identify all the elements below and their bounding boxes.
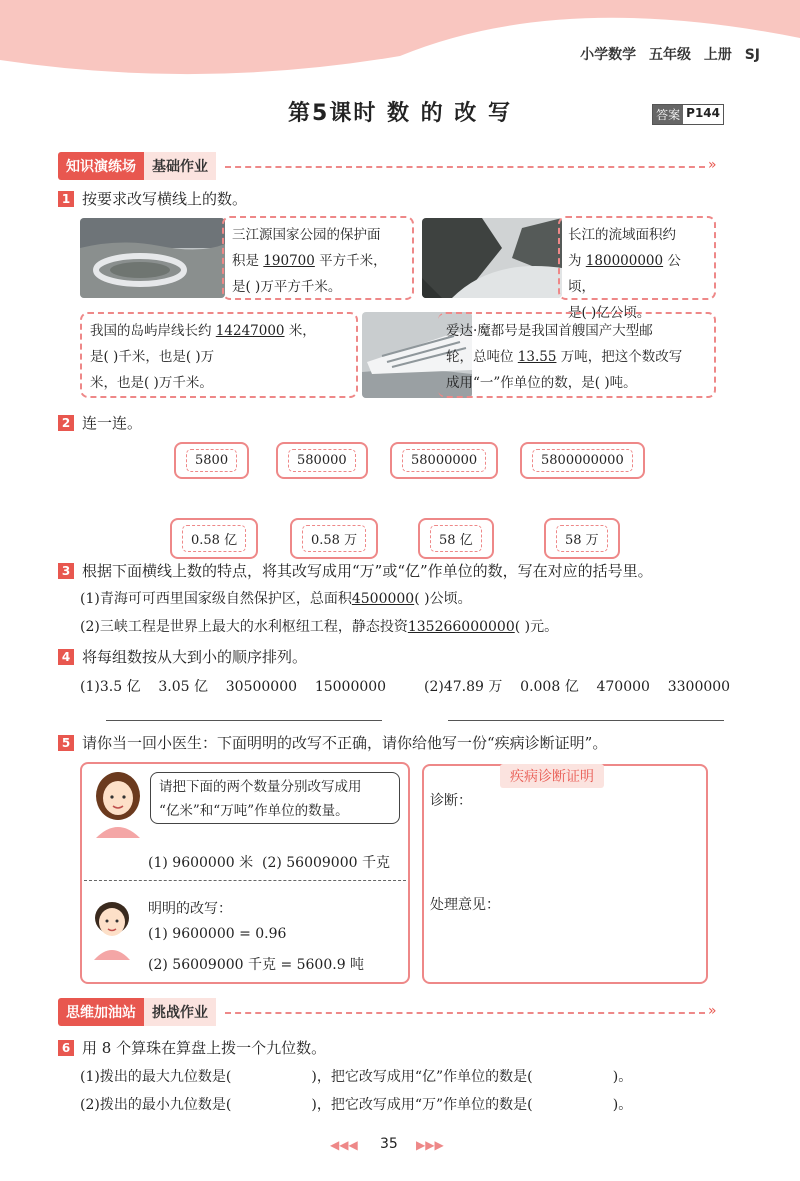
match-bottom-2[interactable] [290,518,378,559]
volume-label: 上册 [703,47,732,63]
diagnosis-label: 诊断： [430,793,472,809]
question-number: 4 [58,649,74,665]
underlined-number: 135266000000 [407,619,515,635]
chevron-right-icon: » [708,157,717,173]
text-part: 平方千米， [319,253,387,269]
lesson-title: 第5课时 数 的 改 写 [288,101,512,126]
question-text: 根据下面横线上数的特点，将其改写成用“万”或“亿”作单位的数，写在对应的括号里。 [82,562,653,580]
match-value: 580000 [288,449,356,472]
section-tag: 思维加油站 [58,998,144,1026]
question-6 [58,1037,326,1058]
question-text: 请你当一回小医生：下面明明的改写不正确，请你给他写一份“疾病诊断证明”。 [82,734,608,752]
question-1 [58,188,247,209]
q4-group-1: (1)3.5 亿 3.05 亿 30500000 15000000 [80,679,387,695]
text-part: ( )公顷。 [414,591,472,607]
answer-ref [652,104,724,125]
text-line [446,344,706,370]
answer-line[interactable] [448,720,724,721]
section-divider [225,1012,705,1014]
right-arrows-icon: ▶▶▶ [416,1138,444,1152]
q3-item-2 [80,616,558,636]
question-text: 连一连。 [82,414,143,432]
question-3 [58,560,653,581]
section-challenge [58,999,216,1025]
answer-label: 答案 [653,105,683,124]
page-number: 35 [380,1136,398,1152]
underlined-number: 14247000 [215,323,285,339]
text-line: 三江源国家公园的保护面 [232,227,381,243]
question-number: 5 [58,735,74,751]
question-4 [58,646,307,667]
text-part: 公顷， [568,253,681,295]
underlined-number: 4500000 [351,591,415,607]
text-line: 长江的流域面积约 [568,227,676,243]
underlined-number: 13.55 [517,349,557,365]
text-part: 米， [288,323,316,339]
match-value: 58000000 [402,449,486,472]
section-basic [58,153,216,179]
match-top-1[interactable] [174,442,249,479]
text-part: (2)三峡工程是世界上最大的水利枢纽工程，静态投资 [80,619,408,635]
q3-item-1 [80,588,472,608]
q6-item-1: (1)拨出的最大九位数是( )，把它改写成用“亿”作单位的数是( )。 [80,1069,633,1085]
text-line: 是( )万平方千米。 [232,279,342,295]
question-text: 按要求改写横线上的数。 [82,190,248,208]
match-top-2[interactable] [276,442,368,479]
match-value: 58 亿 [430,525,482,552]
match-value: 5800000000 [532,449,633,472]
match-bottom-1[interactable] [170,518,258,559]
underlined-number: 190700 [263,253,315,269]
match-value: 0.58 亿 [182,525,246,552]
text-part: 为 [568,253,582,269]
question-number: 2 [58,415,74,431]
text-line: 爱达·魔都号是我国首艘国产大型邮 [446,323,653,339]
question-number: 1 [58,191,74,207]
text-part: ( )元。 [514,619,559,635]
q1-box-a [222,216,414,300]
yangtze-photo [422,218,562,298]
subject-label: 小学数学 [580,47,637,63]
text-part: 万吨，把这个数改写 [560,349,683,365]
text-part: 轮，总吨位 [446,349,514,365]
river-bend-photo [80,218,225,298]
section-subtag: 基础作业 [144,152,216,180]
question-text: 将每组数按从大到小的顺序排列。 [82,648,308,666]
match-bottom-3[interactable] [418,518,494,559]
match-value: 0.58 万 [302,525,366,552]
q6-item-2: (2)拨出的最小九位数是( )，把它改写成用“万”作单位的数是( )。 [80,1097,633,1113]
text-line: 成用“一”作单位的数，是( )吨。 [446,375,637,391]
question-number: 6 [58,1040,74,1056]
student-avatar-icon [88,896,136,960]
question-text: 用 8 个算珠在算盘上拨一个九位数。 [82,1039,327,1057]
section-divider [225,166,705,168]
header-info [580,44,760,64]
bubble-line: “亿米”和“万吨”作单位的数量。 [159,803,349,819]
mingming-title: 明明的改写： [148,901,232,917]
match-top-3[interactable] [390,442,498,479]
text-line [568,248,706,300]
question-2 [58,412,142,433]
mingming-answer-1: (1) 9600000 = 0.96 [148,926,287,942]
text-part: 积是 [232,253,259,269]
teacher-avatar-icon [88,768,148,838]
text-part: 我国的岛屿岸线长约 [90,323,212,339]
text-line [232,248,404,274]
left-arrows-icon: ◀◀◀ [330,1138,358,1152]
edition-label: SJ [744,47,760,63]
speech-bubble [150,772,400,824]
answer-line[interactable] [106,720,382,721]
q5-items: (1) 9600000 米 (2) 56009000 千克 [148,855,390,871]
section-subtag: 挑战作业 [144,998,216,1026]
text-line [90,318,348,344]
q4-group-2: (2)47.89 万 0.008 亿 470000 3300000 [424,679,731,695]
match-top-4[interactable] [520,442,645,479]
q1-box-b [558,216,716,321]
text-line: 是( )亿公顷。 [568,305,651,321]
advice-label: 处理意见： [430,897,500,913]
q1-box-c [80,312,358,398]
bubble-line: 请把下面的两个数量分别改写成用 [159,779,362,795]
mingming-answer-2: (2) 56009000 千克 = 5600.9 吨 [148,957,365,973]
grade-label: 五年级 [648,47,691,63]
question-5 [58,732,607,753]
text-line: 是( )千米，也是( )万 [90,349,215,365]
match-value: 58 万 [556,525,608,552]
underlined-number: 180000000 [585,253,664,269]
panel-divider [84,880,406,881]
answer-page: P144 [686,106,720,120]
text-line: 米，也是( )万千米。 [90,375,213,391]
match-bottom-4[interactable] [544,518,620,559]
q1-box-d [438,312,716,398]
question-number: 3 [58,563,74,579]
header-band [0,0,800,80]
match-value: 5800 [186,449,237,472]
text-part: (1)青海可可西里国家级自然保护区，总面积 [80,591,352,607]
section-tag: 知识演练场 [58,152,144,180]
chevron-right-icon: » [708,1003,717,1019]
certificate-title: 疾病诊断证明 [500,764,604,788]
